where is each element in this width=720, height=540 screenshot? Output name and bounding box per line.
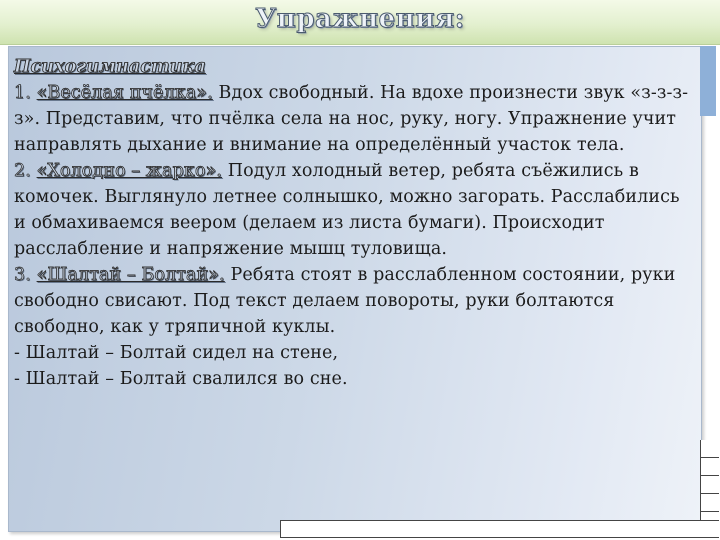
exercise-2 <box>14 158 694 262</box>
exercise-1 <box>14 80 694 158</box>
decorative-grid-bottom <box>280 520 719 538</box>
subheading-psychogymnastics: Психогимнастика <box>14 57 206 77</box>
exercise-1-number: 1. <box>14 83 31 103</box>
exercise-1-text: Вдох свободный. На вдохе произнести звук «з-з-з-з». Представим, что пчёлка села на нос, руку, ногу. Упражнение учит направлять дыхание и внимание на определённый участок тела. <box>14 83 689 155</box>
exercise-2-text: Подул холодный ветер, ребята съёжились в комочек. Выглянуло летнее солнышко, можно загорать. Расслабились и обмахиваемся веером (делаем из листа бумаги). Происходит расслабление и напряжение мышц туловища. <box>14 161 680 259</box>
exercise-3-title <box>14 265 225 285</box>
exercise-2-number: 2. <box>14 161 31 181</box>
exercise-1-name: «Весёлая пчёлка». <box>36 83 213 103</box>
section-heading <box>14 54 694 80</box>
slide-title: Упражнения: <box>255 4 465 34</box>
decorative-strip <box>700 46 716 116</box>
verse-line-1: - Шалтай – Болтай сидел на стене, <box>14 343 339 363</box>
exercise-1-title <box>14 83 213 103</box>
exercise-3 <box>14 262 694 340</box>
slide-content <box>14 54 694 392</box>
exercise-3-number: 3. <box>14 265 31 285</box>
exercise-3-text: Ребята стоят в расслабленном состоянии, руки свободно свисают. Под текст делаем повороты, руки болтаются свободно, как у тряпичной куклы. <box>14 265 676 337</box>
verse-line-2: - Шалтай – Болтай свалился во сне. <box>14 369 348 389</box>
exercise-3-name: «Шалтай – Болтай». <box>36 265 225 285</box>
exercise-2-title <box>14 161 222 181</box>
exercise-2-name: «Холодно – жарко». <box>36 161 223 181</box>
